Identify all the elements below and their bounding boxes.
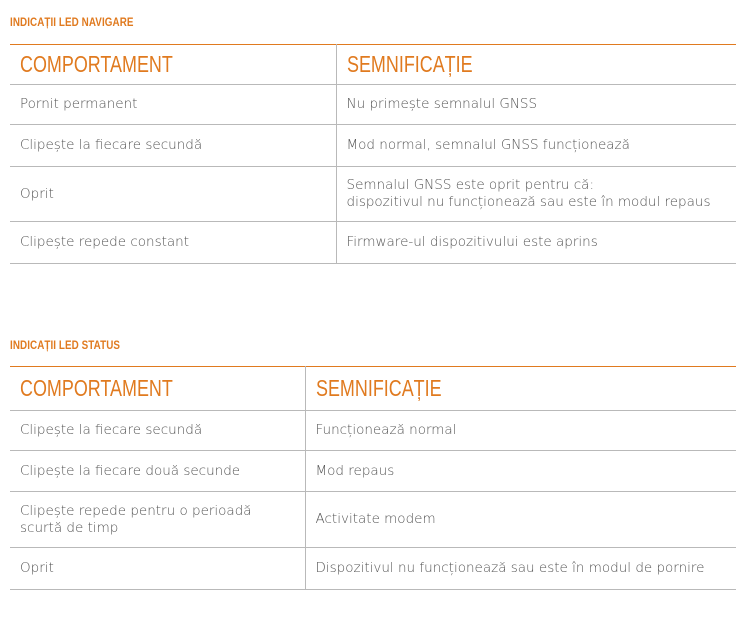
behavior-cell: Oprit bbox=[20, 185, 54, 202]
table-header-row bbox=[10, 45, 736, 85]
section-title: INDICAȚII LED STATUS bbox=[10, 338, 121, 352]
behavior-cell: Clipește repede constant bbox=[20, 234, 190, 250]
header-semnificatie: SEMNIFICAȚIE bbox=[336, 45, 736, 85]
behavior-line-2: scurtă de timp bbox=[20, 519, 119, 536]
meaning-cell: Firmware-ul dispozitivului este aprins bbox=[336, 222, 736, 264]
table-header-row bbox=[10, 367, 736, 411]
header-comportament: COMPORTAMENT bbox=[20, 375, 173, 401]
table-row bbox=[10, 411, 736, 451]
behavior-cell: Clipește la fiecare secundă bbox=[20, 422, 203, 438]
table-row bbox=[10, 492, 736, 548]
table-row bbox=[10, 125, 736, 167]
meaning-cell: Mod repaus bbox=[305, 451, 736, 492]
meaning-cell bbox=[336, 167, 736, 222]
behavior-cell: Clipește la fiecare două secunde bbox=[20, 462, 241, 479]
table-led-status bbox=[10, 366, 736, 590]
meaning-cell: Dispozitivul nu funcționează sau este în modul de pornire bbox=[305, 548, 736, 590]
table-row bbox=[10, 548, 736, 590]
behavior-cell bbox=[10, 492, 305, 548]
header-comportament: COMPORTAMENT bbox=[20, 51, 173, 77]
table-row bbox=[10, 451, 736, 492]
meaning-line-2: dispozitivul nu funcționează sau este în modul repaus bbox=[346, 194, 711, 210]
table-row bbox=[10, 222, 736, 264]
header-semnificatie: SEMNIFICAȚIE bbox=[305, 367, 736, 411]
meaning-line-1: Semnalul GNSS este oprit pentru că: bbox=[346, 177, 595, 193]
table-led-navigare bbox=[10, 44, 736, 264]
meaning-cell: Funcționează normal bbox=[305, 411, 736, 451]
section-title: INDICAȚII LED NAVIGARE bbox=[10, 15, 134, 29]
table-row bbox=[10, 167, 736, 222]
meaning-cell: Mod normal, semnalul GNSS funcționează bbox=[336, 125, 736, 167]
meaning-cell: Activitate modem bbox=[305, 492, 736, 548]
section-led-status bbox=[10, 335, 736, 590]
behavior-cell: Pornit permanent bbox=[20, 96, 138, 112]
behavior-cell: Oprit bbox=[20, 560, 54, 576]
behavior-cell: Clipește la fiecare secundă bbox=[20, 137, 203, 153]
table-row bbox=[10, 85, 736, 125]
section-led-navigare bbox=[10, 12, 736, 264]
meaning-cell: Nu primește semnalul GNSS bbox=[336, 85, 736, 125]
behavior-line-1: Clipește repede pentru o perioadă bbox=[20, 502, 252, 519]
